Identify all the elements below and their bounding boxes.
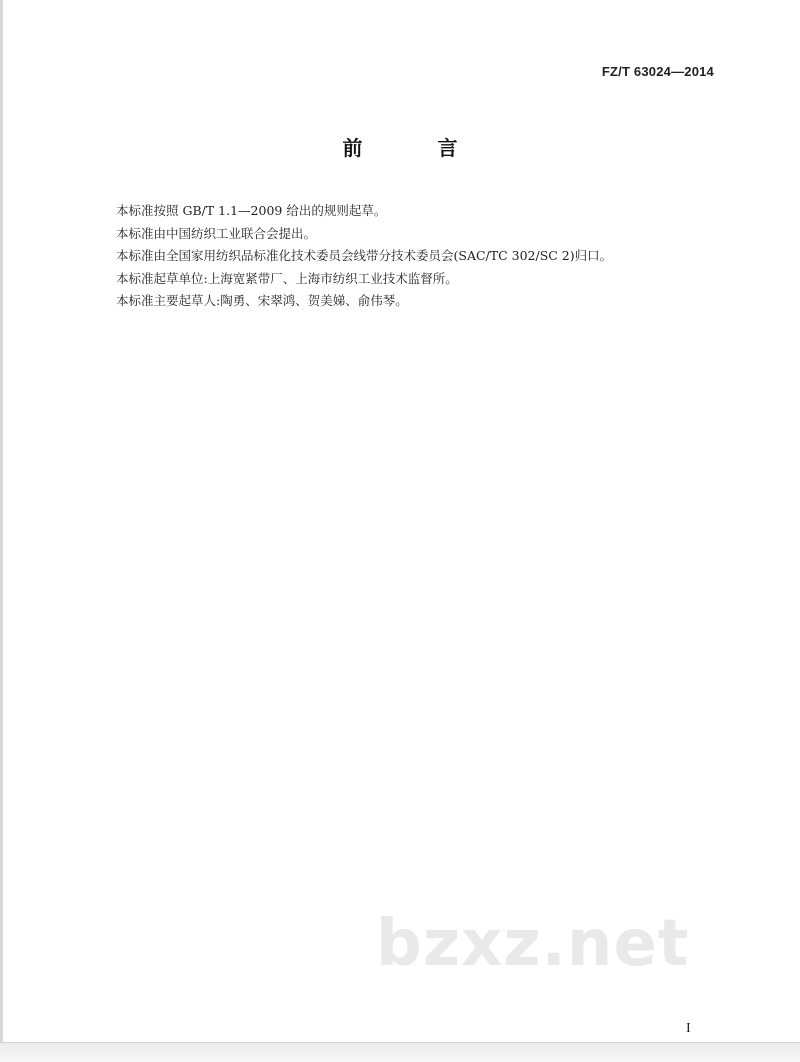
page-number: I [686,1021,691,1036]
paragraph-proposer: 本标准由中国纺织工业联合会提出。 [116,225,317,241]
page-title: 前 言 [342,136,492,160]
foreword-body [116,200,716,313]
paragraph-committee: 本标准由全国家用纺织品标准化技术委员会线带分技术委员会(SAC/TC 302/SC 2)归口。 [116,248,613,263]
paragraph-drafters: 本标准主要起草人:陶勇、宋翠鸿、贺美娣、俞伟琴。 [116,293,408,308]
paragraph-drafting-units: 本标准起草单位:上海宽紧带厂、上海市纺织工业技术监督所。 [116,270,458,286]
watermark-text: bzxz.net [376,907,690,981]
page-bottom-edge [0,1042,800,1062]
standard-code: FZ/T 63024—2014 [601,64,714,79]
paragraph-drafting-rules: 本标准按照 GB/T 1.1—2009 给出的规则起草。 [116,203,387,218]
